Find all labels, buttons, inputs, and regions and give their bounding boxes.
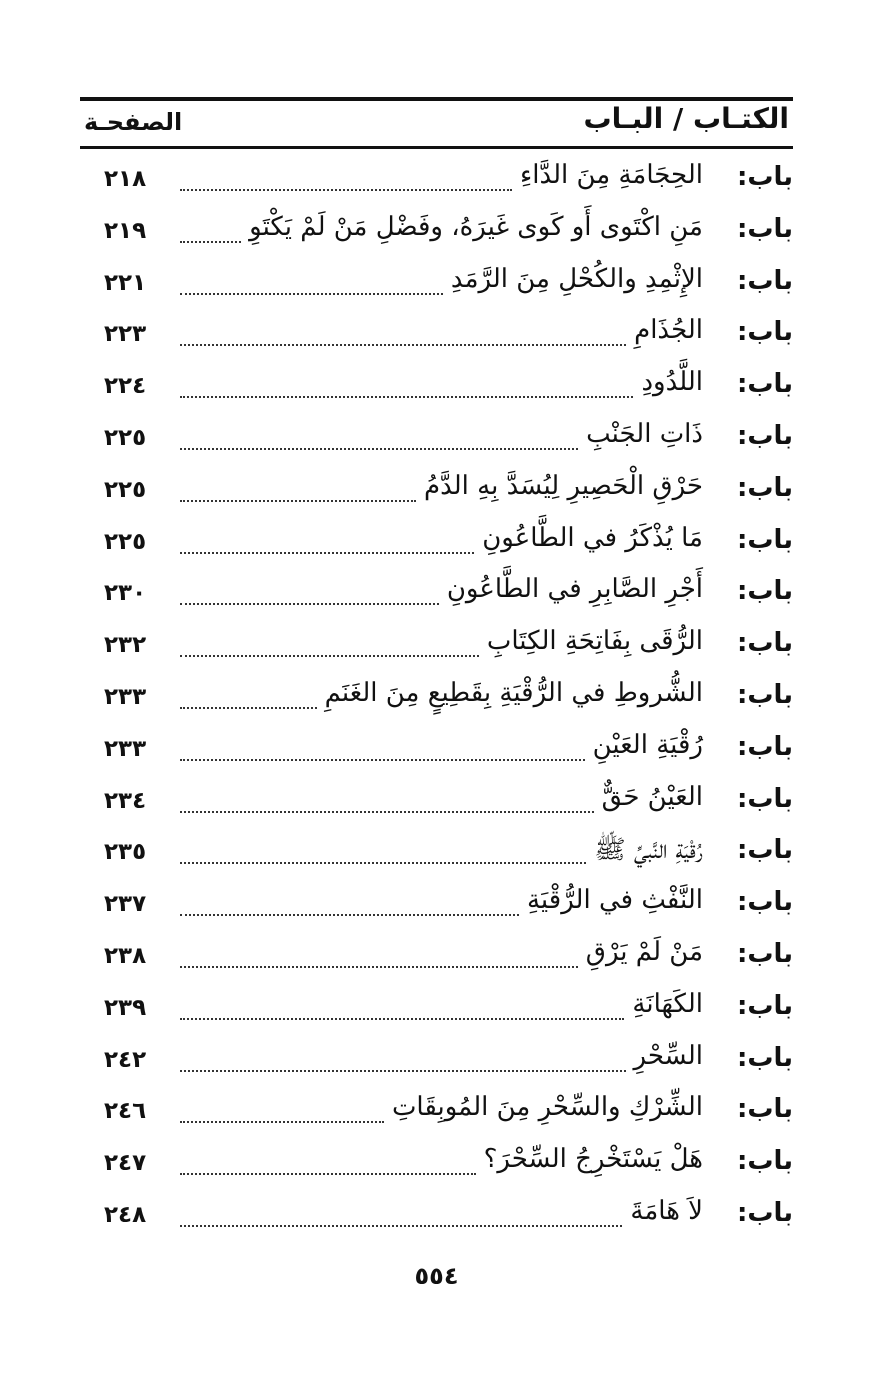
toc-row-leader: [180, 189, 512, 191]
toc-row-title: الرُّقَى بِفَاتِحَةِ الكِتَابِ: [486, 626, 703, 657]
toc-row-leader: [180, 1070, 626, 1072]
toc-row-label: باب:: [736, 524, 793, 555]
toc-row[interactable]: [80, 985, 795, 1037]
toc-row[interactable]: [80, 1140, 795, 1192]
toc-row-label: باب:: [736, 162, 793, 192]
toc-row-label: باب:: [736, 1042, 793, 1073]
toc-row-label: باب:: [736, 938, 793, 969]
toc-row-label: باب:: [736, 213, 793, 244]
toc-row-page-number: ٢٤٧: [104, 1150, 147, 1177]
toc-row-page-number: ٢١٩: [104, 217, 147, 244]
header-title: الكتـاب / البـاب: [583, 102, 789, 135]
toc-list: [80, 156, 795, 1244]
toc-row-title: الشِّرْكِ والسِّحْرِ مِنَ المُوبِقَاتِ: [391, 1092, 703, 1123]
toc-row-title: اللَّدُودِ: [641, 367, 703, 398]
toc-row-leader: [180, 552, 474, 554]
toc-row-page-number: ٢٣٤: [104, 787, 147, 814]
toc-row-label: باب:: [736, 1197, 793, 1228]
toc-row[interactable]: [80, 208, 795, 260]
toc-row-leader: [180, 862, 586, 864]
toc-row-label: باب:: [736, 990, 793, 1021]
toc-row-label: باب:: [736, 1094, 793, 1125]
toc-row[interactable]: [80, 726, 795, 778]
toc-row-leader: [180, 1018, 624, 1020]
toc-row-title: حَرْقِ الْحَصِيرِ لِيُسَدَّ بِهِ الدَّمُ: [424, 470, 703, 501]
toc-row-label: باب:: [736, 576, 793, 607]
toc-row[interactable]: [80, 674, 795, 726]
toc-row-title: الإِثْمِدِ والكُحْلِ مِنَ الرَّمَدِ: [450, 263, 703, 294]
toc-row-leader: [180, 966, 578, 968]
toc-row-label: باب:: [736, 420, 793, 451]
toc-row[interactable]: [80, 622, 795, 674]
toc-row-leader: [180, 1173, 476, 1175]
toc-row-leader: [180, 914, 519, 916]
toc-row[interactable]: [80, 467, 795, 519]
toc-row[interactable]: [80, 829, 795, 881]
toc-row-label: باب:: [736, 731, 793, 762]
toc-row-label: باب:: [736, 783, 793, 814]
toc-row-page-number: ٢٢٥: [104, 476, 147, 503]
toc-row-leader: [180, 500, 416, 502]
toc-row-page-number: ٢٣٥: [104, 839, 147, 866]
toc-row-page-number: ٢٢٣: [104, 321, 147, 348]
toc-row-title: رُقْيَةِ النَّبيِّ ﷺ: [594, 835, 703, 866]
toc-row-title: العَيْنُ حَقٌّ: [601, 781, 703, 812]
toc-row-title: رُقْيَةِ العَيْنِ: [592, 729, 703, 760]
toc-row[interactable]: [80, 1037, 795, 1089]
toc-row-label: باب:: [736, 1146, 793, 1177]
toc-row-label: باب:: [736, 835, 793, 866]
toc-row-page-number: ٢٣٠: [104, 580, 147, 607]
toc-row-page-number: ٢١٨: [104, 166, 147, 192]
toc-row-page-number: ٢٣٣: [104, 683, 147, 710]
toc-row-title: مَنْ لَمْ يَرْقِ: [585, 936, 703, 967]
toc-row-label: باب:: [736, 887, 793, 918]
toc-row[interactable]: [80, 1192, 795, 1244]
toc-row-title: الشُّروطِ في الرُّقْيَةِ بِقَطِيعٍ مِنَ الغَنَمِ: [324, 677, 703, 708]
toc-row-leader: [180, 448, 578, 450]
toc-row-leader: [180, 1225, 622, 1227]
toc-row-leader: [180, 603, 439, 605]
toc-row[interactable]: [80, 260, 795, 312]
toc-row-title: مَا يُذْكَرُ في الطَّاعُونِ: [482, 522, 703, 553]
toc-row-leader: [180, 241, 241, 243]
toc-header: [80, 100, 793, 144]
toc-row-page-number: ٢٣٩: [104, 994, 147, 1021]
toc-row-title: ذَاتِ الجَنْبِ: [586, 418, 703, 449]
toc-row-title: الكَهَانَةِ: [632, 988, 703, 1019]
toc-row-page-number: ٢٤٨: [104, 1201, 147, 1228]
toc-row[interactable]: [80, 415, 795, 467]
toc-row-title: السِّحْرِ: [633, 1040, 703, 1071]
toc-row-leader: [180, 811, 594, 813]
toc-row-page-number: ٢٢٥: [104, 528, 147, 555]
toc-row-page-number: ٢٣٣: [104, 735, 147, 762]
header-bottom-rule: [80, 146, 793, 149]
toc-row-label: باب:: [736, 472, 793, 503]
toc-row-label: باب:: [736, 679, 793, 710]
toc-row-title: لاَ هَامَةَ: [630, 1195, 703, 1226]
toc-row-leader: [180, 655, 479, 657]
toc-row[interactable]: [80, 519, 795, 571]
toc-row[interactable]: [80, 311, 795, 363]
toc-row-page-number: ٢٢٥: [104, 424, 147, 451]
toc-row-page-number: ٢٤٦: [104, 1098, 147, 1125]
toc-row-page-number: ٢٢١: [104, 269, 147, 296]
toc-row-page-number: ٢٢٤: [104, 373, 147, 400]
toc-row[interactable]: [80, 778, 795, 830]
toc-row[interactable]: [80, 881, 795, 933]
toc-row-leader: [180, 344, 626, 346]
toc-row-label: باب:: [736, 317, 793, 348]
toc-row-leader: [180, 396, 633, 398]
toc-row-title: الجُذَامِ: [634, 315, 703, 346]
toc-row-leader: [180, 293, 443, 295]
header-page-label: الصفحـة: [84, 108, 183, 136]
toc-row[interactable]: [80, 363, 795, 415]
toc-row[interactable]: [80, 933, 795, 985]
toc-row-leader: [180, 1121, 384, 1123]
toc-row-label: باب:: [736, 369, 793, 400]
toc-row-label: باب:: [736, 628, 793, 659]
toc-row-title: أَجْرِ الصَّابِرِ في الطَّاعُونِ: [446, 574, 703, 605]
toc-row-label: باب:: [736, 265, 793, 296]
toc-row-title: النَّفْثِ في الرُّقْيَةِ: [526, 885, 703, 916]
toc-row[interactable]: [80, 1088, 795, 1140]
toc-row-leader: [180, 759, 585, 761]
page-number: ٥٥٤: [414, 1262, 459, 1290]
toc-row[interactable]: [80, 156, 795, 208]
toc-row[interactable]: [80, 570, 795, 622]
toc-row-page-number: ٢٣٧: [104, 891, 147, 918]
toc-row-title: الحِجَامَةِ مِنَ الدَّاءِ: [520, 160, 703, 190]
toc-row-leader: [180, 707, 317, 709]
toc-row-page-number: ٢٤٢: [104, 1046, 147, 1073]
toc-row-title: مَنِ اكْتَوى أَو كَوى غَيرَهُ، وفَضْلِ مَنْ لَمْ يَكْتَوِ: [249, 211, 703, 242]
toc-row-page-number: ٢٣٨: [104, 942, 147, 969]
toc-row-page-number: ٢٣٢: [104, 632, 147, 659]
toc-row-title: هَلْ يَسْتَخْرِجُ السِّحْرَ؟: [483, 1144, 703, 1175]
